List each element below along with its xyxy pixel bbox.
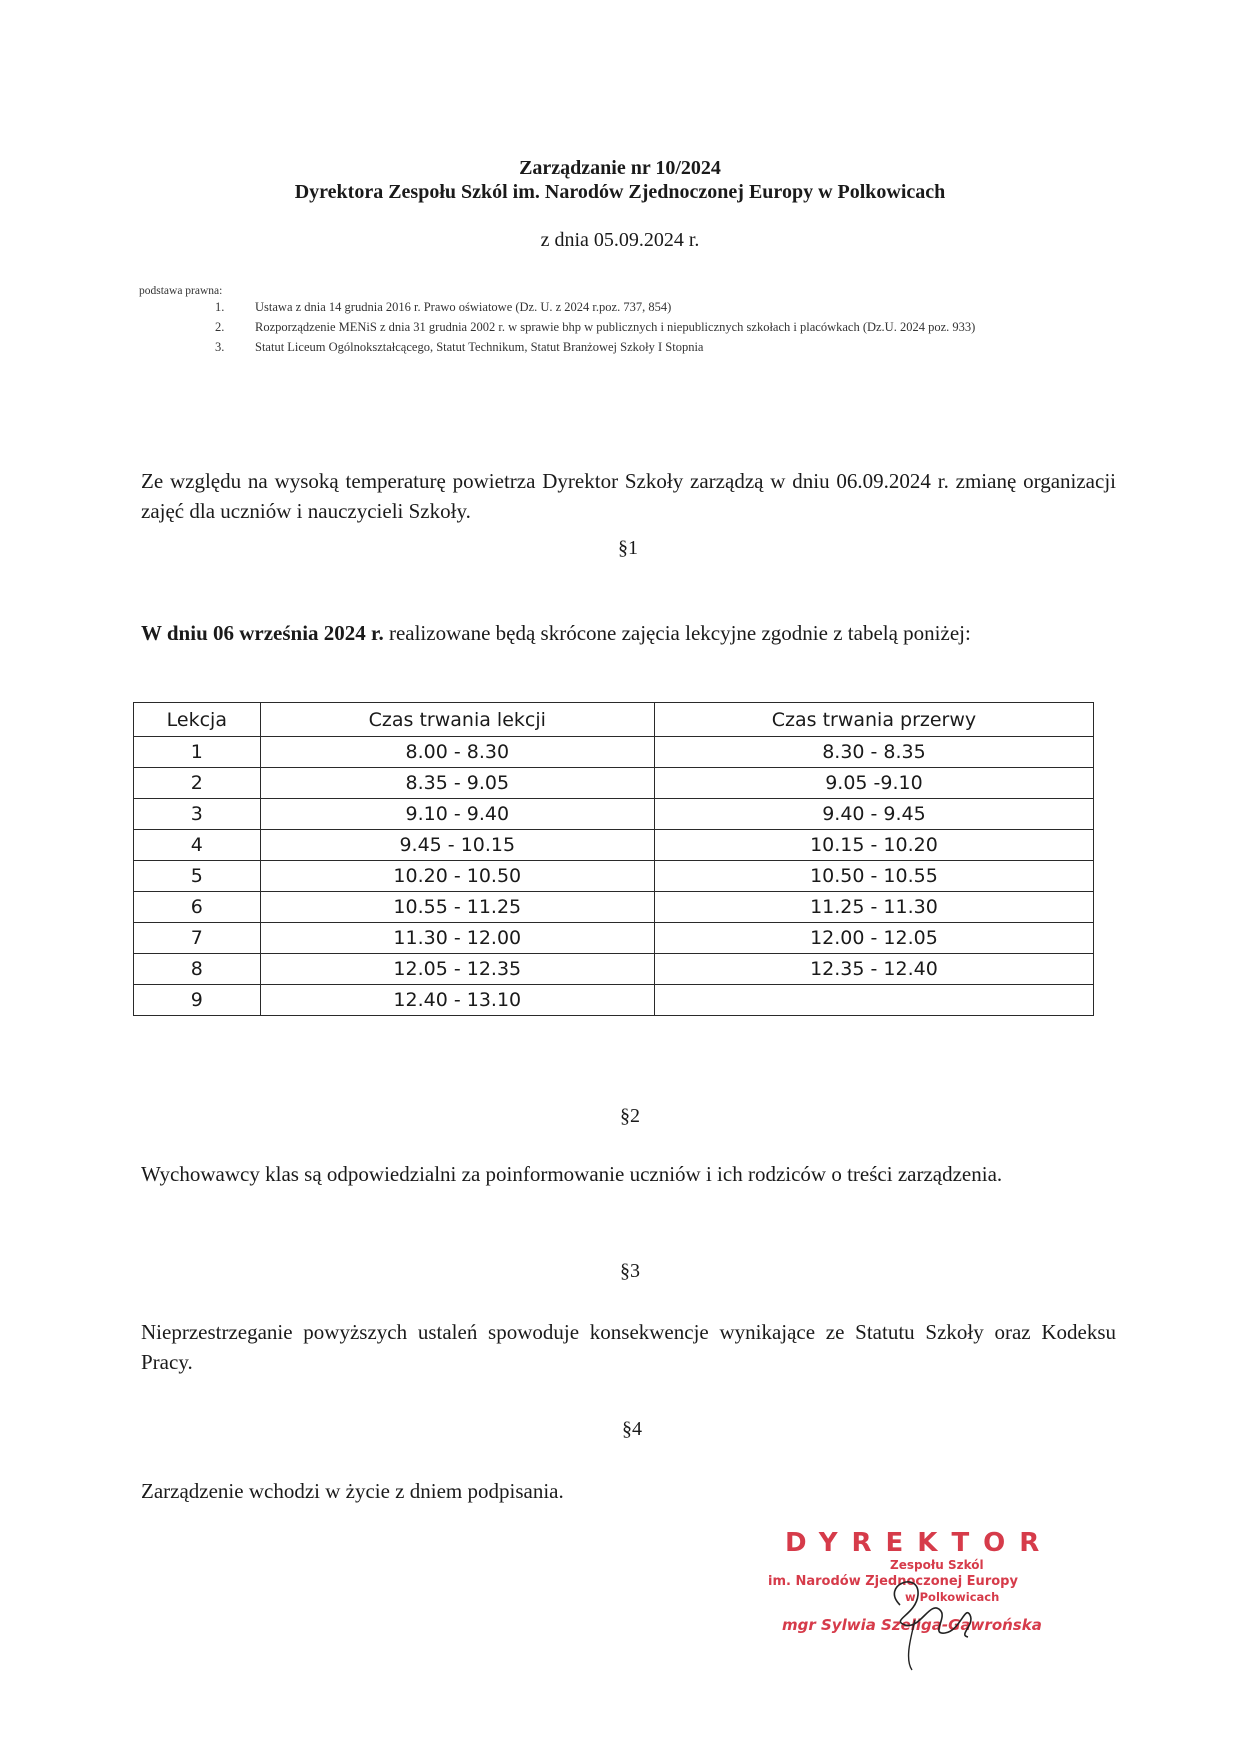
lesson-schedule-table (133, 702, 1094, 1016)
table-row (134, 985, 1094, 1016)
lesson-time: 9.10 - 9.40 (260, 799, 654, 830)
legal-basis-number: 2. (215, 320, 225, 334)
legal-basis-text: Rozporządzenie MENiS z dnia 31 grudnia 2002 r. w sprawie bhp w publicznych i niepublicznych szkołach i placówkach (Dz.U. 2024 poz. 933) (255, 320, 976, 334)
document-title: Zarządzanie nr 10/2024 (519, 157, 721, 179)
stamp-director-name: mgr Sylwia Szeliga-Gawrońska (782, 1616, 1042, 1634)
table-row (134, 954, 1094, 985)
legal-basis-item (215, 299, 1115, 315)
break-time: 10.15 - 10.20 (654, 830, 1093, 861)
stamp-school-name-line: im. Narodów Zjednoczonej Europy (768, 1574, 1018, 1589)
lesson-number: 7 (134, 923, 261, 954)
section-1-date-bold: W dniu 06 września 2024 r. (141, 621, 384, 645)
legal-basis-list (215, 299, 1115, 359)
lesson-time: 11.30 - 12.00 (260, 923, 654, 954)
column-header-break-time: Czas trwania przerwy (654, 703, 1093, 737)
table-header-row (134, 703, 1094, 737)
lesson-time: 9.45 - 10.15 (260, 830, 654, 861)
table-row (134, 737, 1094, 768)
table-row (134, 892, 1094, 923)
column-header-lesson: Lekcja (134, 703, 261, 737)
lesson-number: 8 (134, 954, 261, 985)
section-2-paragraph: Wychowawcy klas są odpowiedzialni za poinformowanie uczniów i ich rodziców o treści zarządzenia. (141, 1162, 1003, 1186)
section-4-paragraph: Zarządzenie wchodzi w życie z dniem podpisania. (141, 1479, 564, 1503)
stamp-title: DYREKTOR (785, 1528, 1054, 1558)
break-time: 10.50 - 10.55 (654, 861, 1093, 892)
break-time: 11.25 - 11.30 (654, 892, 1093, 923)
document-date: z dnia 05.09.2024 r. (540, 229, 700, 251)
section-2-marker: §2 (620, 1105, 640, 1127)
stamp-school-line: Zespołu Szkól (890, 1558, 984, 1572)
legal-basis-number: 1. (215, 300, 225, 314)
section-4-marker: §4 (622, 1418, 642, 1440)
legal-basis-heading: podstawa prawna: (139, 285, 223, 297)
section-3-marker: §3 (620, 1260, 640, 1282)
table-row (134, 830, 1094, 861)
lesson-number: 5 (134, 861, 261, 892)
lesson-time: 10.20 - 10.50 (260, 861, 654, 892)
break-time (654, 985, 1093, 1016)
handwritten-signature (870, 1565, 990, 1675)
lesson-time: 12.40 - 13.10 (260, 985, 654, 1016)
break-time: 8.30 - 8.35 (654, 737, 1093, 768)
lesson-number: 6 (134, 892, 261, 923)
lesson-time: 12.05 - 12.35 (260, 954, 654, 985)
lesson-number: 9 (134, 985, 261, 1016)
lesson-number: 1 (134, 737, 261, 768)
break-time: 12.00 - 12.05 (654, 923, 1093, 954)
section-3-paragraph: Nieprzestrzeganie powyższych ustaleń spowoduje konsekwencje wynikające ze Statutu Szkoły oraz Kodeksu Pracy. (141, 1320, 1116, 1374)
lesson-time: 10.55 - 11.25 (260, 892, 654, 923)
legal-basis-text: Statut Liceum Ogólnokształcącego, Statut Technikum, Statut Branżowej Szkoły I Stopnia (255, 340, 704, 354)
lesson-number: 3 (134, 799, 261, 830)
break-time: 9.40 - 9.45 (654, 799, 1093, 830)
lesson-time: 8.00 - 8.30 (260, 737, 654, 768)
column-header-lesson-time: Czas trwania lekcji (260, 703, 654, 737)
table-row (134, 923, 1094, 954)
legal-basis-number: 3. (215, 340, 225, 354)
table-row (134, 861, 1094, 892)
table-row (134, 768, 1094, 799)
lesson-number: 4 (134, 830, 261, 861)
section-1-marker: §1 (618, 537, 638, 559)
legal-basis-item (215, 319, 1115, 335)
section-1-rest: realizowane będą skrócone zajęcia lekcyjne zgodnie z tabelą poniżej: (383, 621, 971, 645)
table-row (134, 799, 1094, 830)
break-time: 12.35 - 12.40 (654, 954, 1093, 985)
document-subtitle: Dyrektora Zespołu Szkól im. Narodów Zjednoczonej Europy w Polkowicach (294, 181, 946, 203)
intro-paragraph: Ze względu na wysoką temperaturę powietrza Dyrektor Szkoły zarządzą w dniu 06.09.2024 r. zmianę organizacji zajęć dla uczniów i nauczycieli Szkoły. (141, 469, 1116, 523)
break-time: 9.05 -9.10 (654, 768, 1093, 799)
legal-basis-text: Ustawa z dnia 14 grudnia 2016 r. Prawo oświatowe (Dz. U. z 2024 r.poz. 737, 854) (255, 300, 672, 314)
section-1-paragraph (141, 618, 1116, 648)
lesson-time: 8.35 - 9.05 (260, 768, 654, 799)
legal-basis-item (215, 339, 1115, 355)
stamp-city-line: w Polkowicach (905, 1590, 1000, 1604)
lesson-number: 2 (134, 768, 261, 799)
